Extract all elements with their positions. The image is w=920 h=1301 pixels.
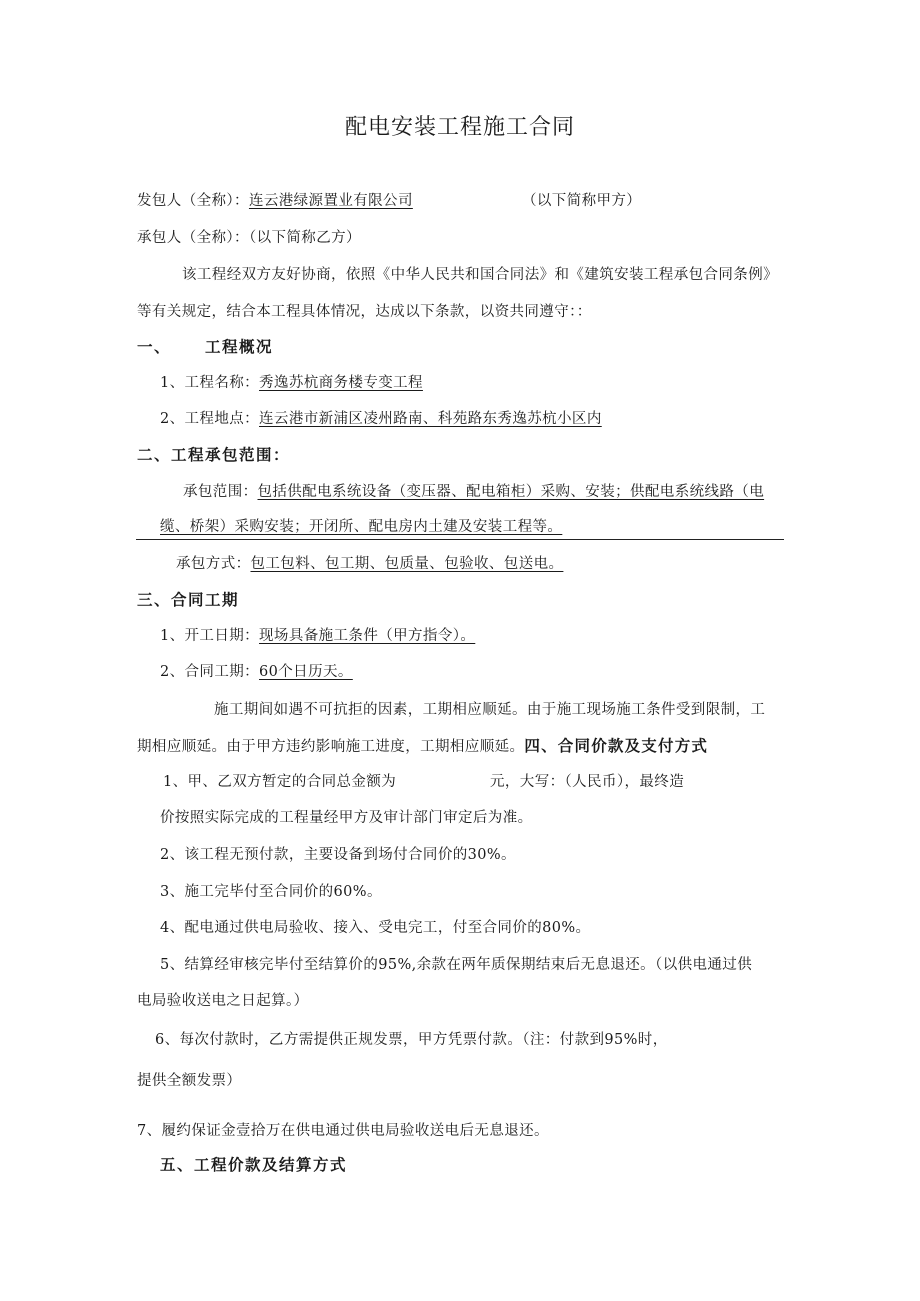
payment-item-1c: 价按照实际完成的工程量经甲方及审计部门审定后为准。 bbox=[160, 810, 533, 826]
scope-value-1: 包括供配电系统设备（变压器、配电箱柜）采购、安装；供配电系统线路（电 bbox=[257, 484, 765, 500]
document-title: 配电安装工程施工合同 bbox=[344, 115, 575, 140]
section-3-heading: 三、合同工期 bbox=[137, 590, 240, 609]
payment-item-1a: 1、甲、乙双方暂定的合同总金额为 bbox=[163, 774, 397, 790]
payment-item-3: 3、施工完毕付至合同价的60%。 bbox=[160, 884, 382, 900]
period-line bbox=[160, 662, 353, 682]
start-date-line bbox=[160, 626, 475, 646]
payment-item-7: 7、履约保证金壹拾万在供电通过供电局验收送电后无息退还。 bbox=[137, 1123, 549, 1139]
preamble-line-1: 该工程经双方友好协商，依照《中华人民共和国合同法》和《建筑安装工程承包合同条例》 bbox=[182, 267, 778, 283]
section-1-title: 工程概况 bbox=[205, 337, 274, 356]
delay-line-1: 施工期间如遇不可抗拒的因素，工期相应顺延。由于施工现场施工条件受到限制，工 bbox=[214, 702, 766, 718]
period-label: 2、合同工期： bbox=[160, 664, 260, 680]
party-a-line bbox=[137, 191, 413, 211]
party-a-label: 发包人（全称）： bbox=[137, 193, 249, 209]
mode-line bbox=[176, 554, 563, 574]
project-name-value: 秀逸苏杭商务楼专变工程 bbox=[259, 375, 423, 391]
scope-line-1 bbox=[183, 482, 764, 502]
project-name-label: 1、工程名称： bbox=[160, 375, 260, 391]
scope-divider bbox=[136, 539, 784, 540]
delay-line-2 bbox=[137, 736, 708, 757]
period-value: 60个日历天。 bbox=[259, 664, 353, 680]
scope-line-2 bbox=[160, 517, 562, 537]
scope-value-2: 缆、桥架）采购安装；开闭所、配电房内土建及安装工程等。 bbox=[160, 519, 563, 535]
payment-item-1b: 元，大写：（人民币），最终造 bbox=[490, 774, 685, 790]
party-a-name: 连云港绿源置业有限公司 bbox=[248, 193, 413, 209]
section-5-heading: 五、工程价款及结算方式 bbox=[160, 1155, 348, 1174]
preamble-line-2: 等有关规定，结合本工程具体情况，达成以下条款，以资共同遵守：： bbox=[137, 304, 592, 320]
payment-item-5b: 电局验收送电之日起算。） bbox=[137, 993, 309, 1009]
project-site-value: 连云港市新浦区凌州路南、科苑路东秀逸苏杭小区内 bbox=[259, 411, 602, 427]
party-b-line: 承包人（全称）：（以下简称乙方） bbox=[137, 230, 361, 246]
start-date-label: 1、开工日期： bbox=[160, 628, 260, 644]
section-1-heading bbox=[137, 337, 273, 357]
section-2-heading: 二、工程承包范围： bbox=[137, 445, 291, 464]
payment-item-4: 4、配电通过供电局验收、接入、受电完工，付至合同价的80%。 bbox=[160, 920, 591, 936]
payment-item-6b: 提供全额发票） bbox=[137, 1073, 242, 1089]
delay-text-2: 期相应顺延。由于甲方违约影响施工进度，工期相应顺延。 bbox=[137, 739, 525, 755]
start-date-value: 现场具备施工条件（甲方指令）。 bbox=[259, 628, 476, 644]
mode-label: 承包方式： bbox=[176, 556, 251, 572]
payment-item-5a: 5、结算经审核完毕付至结算价的95%,余款在两年质保期结束后无息退还。（以供电通过供 bbox=[160, 957, 753, 973]
section-4-heading: 四、合同价款及支付方式 bbox=[524, 736, 709, 755]
section-1-number: 一、 bbox=[137, 337, 172, 356]
mode-value: 包工包料、包工期、包质量、包验收、包送电。 bbox=[250, 556, 564, 572]
payment-item-2: 2、该工程无预付款，主要设备到场付合同价的30%。 bbox=[160, 847, 516, 863]
project-site-label: 2、工程地点： bbox=[160, 411, 260, 427]
party-a-note: （以下简称甲方） bbox=[522, 193, 642, 209]
scope-label: 承包范围： bbox=[183, 484, 258, 500]
payment-item-6a: 6、每次付款时，乙方需提供正规发票，甲方凭票付款。（注：付款到95%时， bbox=[155, 1032, 668, 1048]
project-name-line bbox=[160, 373, 423, 393]
project-site-line bbox=[160, 409, 602, 429]
